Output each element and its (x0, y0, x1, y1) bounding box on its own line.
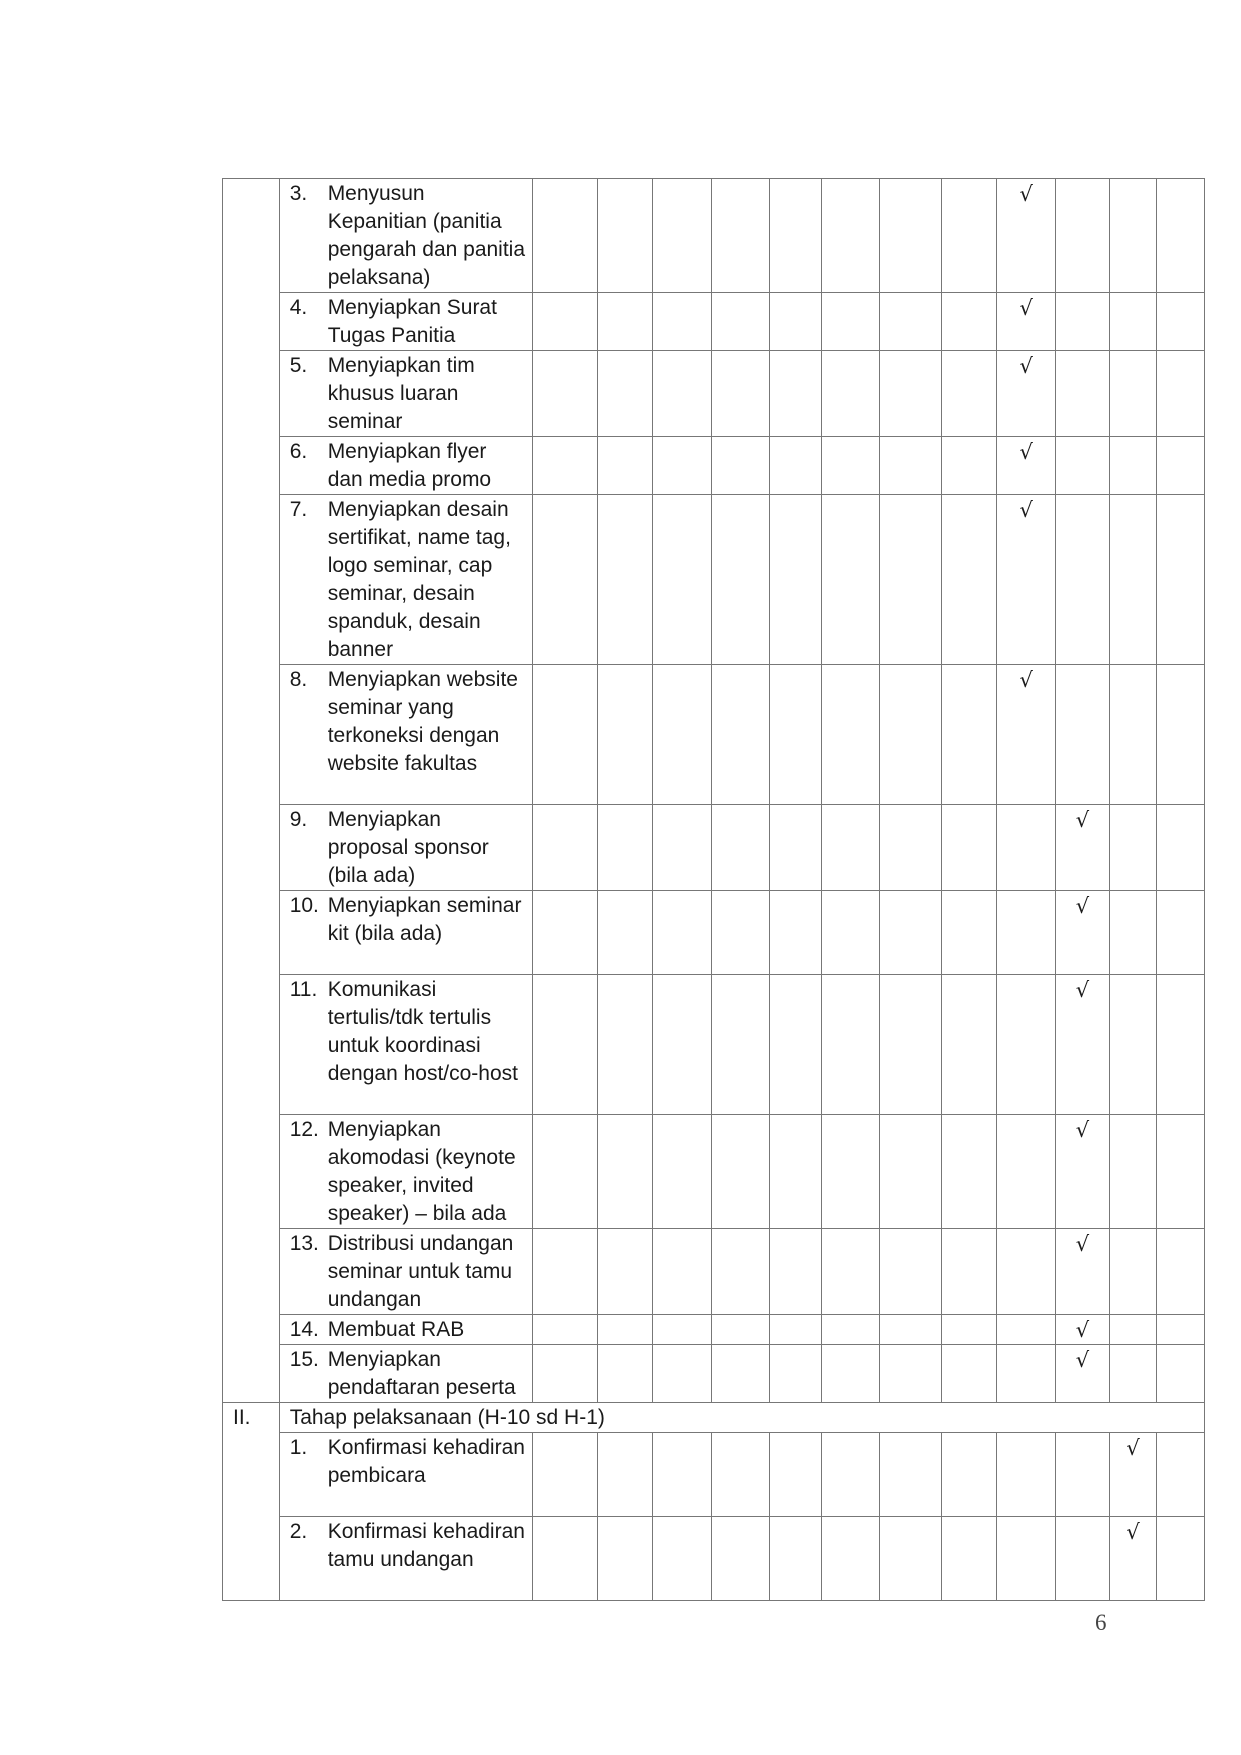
schedule-cell (1109, 805, 1157, 891)
schedule-cell (711, 179, 769, 293)
schedule-cell (597, 805, 653, 891)
schedule-cell (711, 1315, 769, 1345)
schedule-cell (822, 351, 880, 437)
task-text: Menyiapkan proposal sponsor (bila ada) (327, 808, 489, 887)
schedule-cell (769, 1433, 822, 1517)
table-row (223, 1229, 1205, 1315)
table-row (223, 495, 1205, 665)
schedule-cell (711, 975, 769, 1115)
task-cell (279, 293, 532, 351)
schedule-cell (532, 1345, 597, 1403)
table-row (223, 179, 1205, 293)
table-row (223, 1517, 1205, 1601)
schedule-cell (1109, 351, 1157, 437)
schedule-cell (1056, 665, 1110, 805)
task-text: Membuat RAB (327, 1318, 465, 1341)
schedule-cell (769, 437, 822, 495)
schedule-cell (653, 975, 712, 1115)
task-number: 3. (289, 182, 308, 205)
schedule-cell (769, 805, 822, 891)
section-label-cell (223, 179, 280, 1403)
schedule-cell (1056, 495, 1110, 665)
schedule-cell (1056, 1433, 1110, 1517)
schedule-cell (822, 665, 880, 805)
schedule-cell (711, 1345, 769, 1403)
schedule-cell (597, 1345, 653, 1403)
task-cell (279, 805, 532, 891)
task-cell (279, 1315, 532, 1345)
schedule-cell (822, 495, 880, 665)
schedule-cell (879, 437, 941, 495)
schedule-cell (653, 1315, 712, 1345)
task-text: Menyiapkan Surat Tugas Panitia (327, 296, 497, 347)
schedule-cell (1109, 975, 1157, 1115)
schedule-cell (769, 1315, 822, 1345)
schedule-cell (941, 975, 997, 1115)
check-mark: √ (997, 437, 1056, 495)
schedule-cell (997, 1517, 1056, 1601)
schedule-cell (941, 437, 997, 495)
check-mark: √ (1056, 1115, 1110, 1229)
schedule-cell (879, 665, 941, 805)
schedule-cell (941, 1115, 997, 1229)
schedule-cell (879, 1115, 941, 1229)
schedule-cell (769, 1345, 822, 1403)
schedule-cell (653, 179, 712, 293)
section-label: II. (223, 1403, 280, 1601)
schedule-cell (653, 495, 712, 665)
schedule-cell (822, 1229, 880, 1315)
schedule-cell (532, 351, 597, 437)
schedule-cell (532, 293, 597, 351)
task-text: Menyiapkan flyer dan media promo (327, 440, 492, 491)
check-mark: √ (1056, 805, 1110, 891)
task-cell (279, 665, 532, 805)
schedule-cell (1157, 1229, 1205, 1315)
schedule-cell (532, 1315, 597, 1345)
schedule-cell (879, 1315, 941, 1345)
schedule-cell (941, 495, 997, 665)
schedule-cell (879, 293, 941, 351)
schedule-cell (653, 805, 712, 891)
check-mark: √ (1056, 1345, 1110, 1403)
schedule-cell (653, 1433, 712, 1517)
schedule-cell (1056, 293, 1110, 351)
task-text: Menyiapkan pendaftaran peserta (327, 1348, 516, 1399)
task-number: 8. (289, 668, 308, 691)
schedule-cell (532, 1517, 597, 1601)
section-heading-row (223, 1403, 1205, 1433)
schedule-cell (1157, 1115, 1205, 1229)
schedule-cell (711, 437, 769, 495)
schedule-cell (997, 1315, 1056, 1345)
schedule-cell (711, 1229, 769, 1315)
schedule-cell (879, 179, 941, 293)
schedule-cell (879, 1229, 941, 1315)
schedule-cell (769, 1517, 822, 1601)
schedule-cell (597, 1517, 653, 1601)
schedule-cell (879, 351, 941, 437)
schedule-cell (822, 1517, 880, 1601)
schedule-cell (1157, 495, 1205, 665)
task-text: Menyiapkan tim khusus luaran seminar (327, 354, 475, 433)
stage-title: Tahap pelaksanaan (H-10 sd H-1) (279, 1403, 1204, 1433)
schedule-cell (941, 351, 997, 437)
schedule-cell (532, 1115, 597, 1229)
schedule-cell (879, 495, 941, 665)
schedule-cell (822, 1115, 880, 1229)
schedule-cell (822, 1345, 880, 1403)
schedule-table (222, 178, 1205, 1601)
schedule-cell (653, 1229, 712, 1315)
task-number: 1. (289, 1436, 308, 1459)
schedule-cell (1056, 437, 1110, 495)
task-number: 7. (289, 498, 308, 521)
schedule-cell (879, 891, 941, 975)
check-mark: √ (997, 351, 1056, 437)
task-cell (279, 1115, 532, 1229)
schedule-cell (941, 1517, 997, 1601)
task-number: 11. (289, 978, 318, 1001)
schedule-cell (653, 1115, 712, 1229)
schedule-cell (1109, 293, 1157, 351)
schedule-cell (597, 179, 653, 293)
schedule-cell (597, 1229, 653, 1315)
task-cell (279, 495, 532, 665)
schedule-cell (711, 1517, 769, 1601)
task-text: Komunikasi tertulis/tdk tertulis untuk koordinasi dengan host/co-host (327, 978, 518, 1085)
schedule-cell (941, 1315, 997, 1345)
task-text: Distribusi undangan seminar untuk tamu undangan (327, 1232, 514, 1311)
schedule-cell (1109, 437, 1157, 495)
schedule-cell (1157, 975, 1205, 1115)
schedule-cell (653, 665, 712, 805)
schedule-cell (1109, 495, 1157, 665)
schedule-cell (1109, 1345, 1157, 1403)
table-row (223, 891, 1205, 975)
schedule-cell (941, 891, 997, 975)
schedule-cell (711, 1433, 769, 1517)
schedule-cell (769, 665, 822, 805)
check-mark: √ (997, 179, 1056, 293)
schedule-cell (1157, 1517, 1205, 1601)
schedule-cell (769, 495, 822, 665)
schedule-cell (653, 891, 712, 975)
schedule-cell (769, 1115, 822, 1229)
schedule-cell (711, 891, 769, 975)
schedule-cell (822, 179, 880, 293)
task-number: 5. (289, 354, 308, 377)
schedule-cell (1109, 665, 1157, 805)
task-number: 6. (289, 440, 308, 463)
schedule-cell (769, 293, 822, 351)
schedule-cell (532, 1229, 597, 1315)
schedule-cell (822, 437, 880, 495)
schedule-cell (711, 665, 769, 805)
check-mark: √ (1056, 891, 1110, 975)
schedule-cell (711, 495, 769, 665)
table-row (223, 1115, 1205, 1229)
schedule-cell (597, 665, 653, 805)
schedule-cell (597, 495, 653, 665)
task-cell (279, 1345, 532, 1403)
schedule-cell (1157, 1433, 1205, 1517)
schedule-cell (1157, 665, 1205, 805)
schedule-cell (1157, 179, 1205, 293)
schedule-cell (1157, 293, 1205, 351)
task-text: Konfirmasi kehadiran pembicara (327, 1436, 525, 1487)
task-cell (279, 437, 532, 495)
schedule-cell (997, 1345, 1056, 1403)
schedule-cell (653, 1345, 712, 1403)
task-cell (279, 891, 532, 975)
schedule-cell (769, 351, 822, 437)
check-mark: √ (997, 293, 1056, 351)
task-number: 14. (289, 1318, 319, 1341)
schedule-cell (879, 805, 941, 891)
schedule-cell (941, 293, 997, 351)
schedule-cell (997, 975, 1056, 1115)
schedule-cell (941, 179, 997, 293)
table-row (223, 1315, 1205, 1345)
schedule-cell (1157, 437, 1205, 495)
schedule-cell (769, 179, 822, 293)
schedule-cell (997, 805, 1056, 891)
schedule-cell (941, 1345, 997, 1403)
task-cell (279, 351, 532, 437)
schedule-cell (997, 891, 1056, 975)
schedule-cell (597, 891, 653, 975)
check-mark: √ (997, 665, 1056, 805)
task-text: Konfirmasi kehadiran tamu undangan (327, 1520, 525, 1571)
check-mark: √ (1056, 1229, 1110, 1315)
schedule-cell (597, 1433, 653, 1517)
task-text: Menyiapkan website seminar yang terkoneksi dengan website fakultas (327, 668, 518, 775)
table-row (223, 293, 1205, 351)
schedule-cell (941, 1229, 997, 1315)
schedule-cell (653, 351, 712, 437)
task-number: 4. (289, 296, 308, 319)
schedule-cell (822, 1315, 880, 1345)
task-text: Menyiapkan akomodasi (keynote speaker, invited speaker) – bila ada (327, 1118, 516, 1225)
schedule-cell (653, 293, 712, 351)
task-cell (279, 1433, 532, 1517)
schedule-cell (1109, 891, 1157, 975)
schedule-cell (597, 1315, 653, 1345)
schedule-cell (597, 975, 653, 1115)
schedule-cell (711, 293, 769, 351)
schedule-cell (597, 1115, 653, 1229)
schedule-cell (941, 665, 997, 805)
check-mark: √ (1109, 1433, 1157, 1517)
task-number: 15. (289, 1348, 319, 1371)
schedule-cell (1109, 1315, 1157, 1345)
task-text: Menyusun Kepanitian (panitia pengarah dan panitia pelaksana) (327, 182, 526, 289)
schedule-cell (711, 351, 769, 437)
task-number: 9. (289, 808, 308, 831)
schedule-cell (532, 495, 597, 665)
task-number: 10. (289, 894, 319, 917)
page-number: 6 (1095, 1610, 1107, 1635)
schedule-cell (997, 1433, 1056, 1517)
schedule-cell (769, 891, 822, 975)
task-number: 2. (289, 1520, 308, 1543)
schedule-cell (879, 1433, 941, 1517)
schedule-cell (1109, 179, 1157, 293)
schedule-cell (822, 293, 880, 351)
task-cell (279, 1517, 532, 1601)
schedule-cell (1056, 179, 1110, 293)
check-mark: √ (1109, 1517, 1157, 1601)
task-cell (279, 975, 532, 1115)
task-text: Menyiapkan desain sertifikat, name tag, logo seminar, cap seminar, desain spanduk, desain banner (327, 498, 511, 661)
table-row (223, 665, 1205, 805)
schedule-cell (532, 179, 597, 293)
schedule-cell (532, 975, 597, 1115)
schedule-cell (879, 1517, 941, 1601)
check-mark: √ (1056, 1315, 1110, 1345)
task-cell (279, 179, 532, 293)
schedule-cell (879, 975, 941, 1115)
schedule-cell (879, 1345, 941, 1403)
schedule-cell (532, 1433, 597, 1517)
check-mark: √ (1056, 975, 1110, 1115)
table-row (223, 975, 1205, 1115)
task-number: 13. (289, 1232, 319, 1255)
schedule-cell (822, 1433, 880, 1517)
schedule-cell (597, 437, 653, 495)
table-row (223, 1345, 1205, 1403)
schedule-cell (532, 665, 597, 805)
table-row (223, 437, 1205, 495)
schedule-cell (941, 1433, 997, 1517)
task-number: 12. (289, 1118, 319, 1141)
schedule-cell (997, 1115, 1056, 1229)
schedule-table-body (223, 179, 1205, 1601)
schedule-cell (769, 975, 822, 1115)
schedule-cell (532, 805, 597, 891)
task-cell (279, 1229, 532, 1315)
schedule-cell (597, 351, 653, 437)
table-row (223, 805, 1205, 891)
schedule-cell (997, 1229, 1056, 1315)
schedule-cell (1056, 1517, 1110, 1601)
schedule-cell (1157, 891, 1205, 975)
table-row (223, 351, 1205, 437)
schedule-cell (1109, 1229, 1157, 1315)
schedule-cell (653, 1517, 712, 1601)
schedule-cell (769, 1229, 822, 1315)
check-mark: √ (997, 495, 1056, 665)
schedule-cell (822, 975, 880, 1115)
schedule-cell (1157, 1345, 1205, 1403)
schedule-cell (711, 1115, 769, 1229)
schedule-cell (597, 293, 653, 351)
schedule-cell (1109, 1115, 1157, 1229)
schedule-cell (711, 805, 769, 891)
schedule-cell (1157, 1315, 1205, 1345)
schedule-cell (653, 437, 712, 495)
schedule-cell (532, 891, 597, 975)
schedule-cell (532, 437, 597, 495)
table-row (223, 1433, 1205, 1517)
schedule-cell (941, 805, 997, 891)
schedule-cell (1056, 351, 1110, 437)
schedule-cell (1157, 351, 1205, 437)
schedule-cell (1157, 805, 1205, 891)
task-text: Menyiapkan seminar kit (bila ada) (327, 894, 522, 945)
schedule-cell (822, 805, 880, 891)
schedule-cell (822, 891, 880, 975)
